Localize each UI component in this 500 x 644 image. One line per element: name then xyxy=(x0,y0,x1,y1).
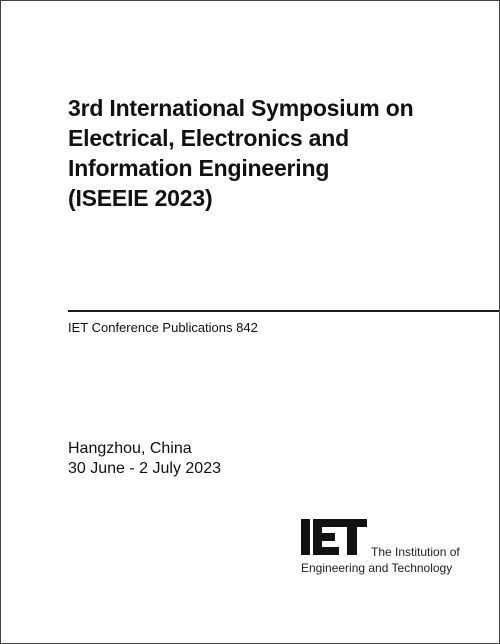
conference-dates: 30 June - 2 July 2023 xyxy=(68,460,221,477)
iet-logo xyxy=(301,519,491,579)
horizontal-divider xyxy=(68,310,499,312)
iet-logo-mark xyxy=(301,519,369,555)
title-line-4: (ISEEIE 2023) xyxy=(68,185,213,211)
conference-title xyxy=(68,93,488,213)
title-line-2: Electrical, Electronics and xyxy=(68,125,349,151)
title-line-1: 3rd International Symposium on xyxy=(68,95,414,121)
publisher-name-line-1: The Institution of xyxy=(371,545,460,559)
publication-series: IET Conference Publications 842 xyxy=(68,320,258,335)
venue-location: Hangzhou, China xyxy=(68,440,192,457)
title-line-3: Information Engineering xyxy=(68,155,330,181)
publisher-name-line-2: Engineering and Technology xyxy=(301,561,453,575)
venue-and-dates xyxy=(68,439,221,479)
